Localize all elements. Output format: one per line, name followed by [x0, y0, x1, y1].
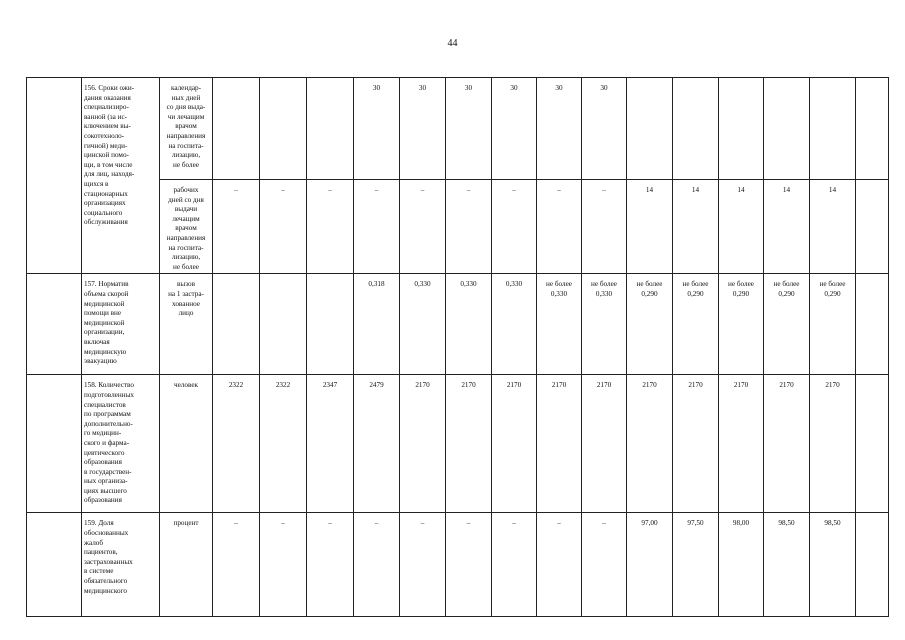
value-text: не более 0,290: [636, 280, 663, 298]
value-cell: [537, 78, 582, 180]
value-cell: [446, 274, 492, 375]
value-cell: [492, 180, 537, 274]
value-cell: [810, 180, 856, 274]
unit-cell: [160, 78, 213, 180]
value-text: 2170: [825, 381, 840, 390]
value-text: –: [512, 186, 516, 194]
value-cell: [627, 375, 673, 513]
value-text: 98,00: [732, 519, 750, 528]
indicator-name: 157. Норматив объема скорой медицинской помощи вне медицинской организации, включая медицинскую эвакуацию: [84, 280, 129, 366]
table-row: [27, 513, 889, 617]
indicator-name-cell: [82, 78, 160, 274]
unit-label: рабочих дней со дня выдачи лечащим врачом направления на госпита- лизацию, не более: [166, 186, 206, 271]
indicator-name: 159. Доля обоснованных жалоб пациентов, застрахованных в системе обязательного медицинского: [84, 519, 133, 595]
value-cell: [400, 180, 446, 274]
value-cell: [260, 180, 307, 274]
value-text: 14: [828, 186, 837, 194]
value-text: 2347: [322, 381, 338, 390]
value-text: –: [602, 186, 606, 194]
unit-label: человек: [173, 381, 199, 390]
indicator-name: 156. Сроки ожи- дания оказания специализиро- ванной (за ис- ключением вы- сокотехноло- гичной) меди- цинской помо- щи, в том числе для лиц, находя- щихся в стационарных организациях социального обслуживания: [84, 84, 135, 227]
value-cell: [307, 513, 354, 617]
value-cell: [213, 375, 260, 513]
page-number: 44: [447, 38, 458, 49]
value-cell: [810, 513, 856, 617]
unit-cell: [160, 180, 213, 274]
value-cell: [213, 180, 260, 274]
value-text: –: [512, 519, 516, 528]
value-cell: [260, 375, 307, 513]
table-row: [27, 375, 889, 513]
value-cell: [627, 78, 673, 180]
value-cell: [582, 180, 627, 274]
value-cell: [673, 274, 719, 375]
value-cell: [582, 78, 627, 180]
value-cell: [400, 513, 446, 617]
value-text: 0,330: [460, 280, 477, 289]
value-text: –: [374, 519, 379, 528]
unit-label: календар- ных дней со дня выда- чи лечащим врачом направления на госпита- лизацию, не более: [166, 84, 206, 169]
value-text: 30: [464, 84, 473, 92]
value-cell: [537, 180, 582, 274]
value-cell: [354, 180, 400, 274]
unit-cell: [160, 274, 213, 375]
value-cell: [400, 375, 446, 513]
value-cell: [627, 513, 673, 617]
value-cell: [537, 513, 582, 617]
indicator-name: 158. Количество подготовленных специалистов по программам дополнительно- го медицин- ского и фарма- цевтического образования в государствен- ных организа- циях высшего образования: [84, 381, 134, 505]
indicator-name-cell: [82, 375, 160, 513]
value-cell: [673, 180, 719, 274]
unit-label: вызов на 1 застра- хованное лицо: [168, 280, 204, 318]
value-text: –: [466, 186, 471, 194]
value-text: –: [420, 519, 425, 528]
value-text: –: [374, 186, 379, 194]
value-text: 0,330: [414, 280, 431, 289]
unit-cell: [160, 375, 213, 513]
value-cell: [307, 274, 354, 375]
row-lead-cell: [27, 78, 82, 274]
value-cell: [492, 375, 537, 513]
value-cell: [627, 274, 673, 375]
value-cell: [492, 513, 537, 617]
value-cell: [719, 375, 764, 513]
value-text: 2170: [596, 381, 612, 390]
value-text: 14: [737, 186, 745, 194]
value-cell: [307, 78, 354, 180]
value-cell: [856, 274, 889, 375]
value-text: 2322: [228, 381, 244, 390]
value-cell: [400, 274, 446, 375]
value-cell: [673, 78, 719, 180]
value-cell: [400, 78, 446, 180]
value-text: не более 0,330: [591, 280, 617, 298]
value-text: 2170: [415, 381, 430, 390]
value-text: –: [281, 519, 285, 528]
value-text: –: [234, 186, 238, 194]
value-cell: [627, 180, 673, 274]
value-text: 2170: [642, 381, 657, 390]
value-text: 0,330: [505, 280, 523, 289]
value-cell: [446, 180, 492, 274]
value-cell: [856, 78, 889, 180]
value-cell: [354, 78, 400, 180]
value-text: 14: [782, 186, 791, 194]
value-text: 30: [510, 84, 518, 92]
value-text: 30: [372, 84, 381, 92]
value-cell: [446, 513, 492, 617]
value-cell: [492, 274, 537, 375]
value-cell: [537, 375, 582, 513]
value-text: –: [328, 519, 332, 528]
row-lead-cell: [27, 375, 82, 513]
value-text: 30: [418, 84, 427, 92]
value-cell: [673, 375, 719, 513]
value-cell: [307, 180, 354, 274]
value-cell: [719, 274, 764, 375]
value-cell: [446, 78, 492, 180]
value-text: не более 0,290: [819, 280, 846, 298]
indicator-name-cell: [82, 513, 160, 617]
value-cell: [582, 375, 627, 513]
value-text: не более 0,330: [546, 280, 572, 298]
value-text: –: [557, 519, 561, 528]
value-text: 2170: [461, 381, 476, 390]
unit-cell: [160, 513, 213, 617]
value-cell: [582, 513, 627, 617]
row-lead-cell: [27, 274, 82, 375]
value-cell: [354, 274, 400, 375]
value-text: –: [466, 519, 471, 528]
value-text: –: [281, 186, 285, 194]
table-row: [27, 274, 889, 375]
value-text: –: [420, 186, 425, 194]
value-text: 14: [645, 186, 654, 194]
row-lead-cell: [27, 513, 82, 617]
value-text: –: [557, 186, 561, 194]
value-cell: [764, 180, 810, 274]
value-text: 2170: [506, 381, 522, 390]
value-text: 97,50: [687, 519, 704, 528]
value-text: 2170: [779, 381, 794, 390]
value-cell: [673, 513, 719, 617]
value-cell: [719, 180, 764, 274]
value-cell: [719, 78, 764, 180]
value-cell: [810, 274, 856, 375]
value-text: –: [602, 519, 606, 528]
value-cell: [354, 375, 400, 513]
value-text: 2322: [275, 381, 291, 390]
value-cell: [213, 513, 260, 617]
value-text: не более 0,290: [773, 280, 800, 298]
value-cell: [260, 274, 307, 375]
value-text: 2170: [688, 381, 703, 390]
value-cell: [260, 513, 307, 617]
value-text: 30: [555, 84, 563, 92]
value-cell: [260, 78, 307, 180]
value-cell: [764, 513, 810, 617]
value-text: 2479: [369, 381, 384, 390]
value-cell: [719, 513, 764, 617]
value-text: 30: [600, 84, 608, 92]
value-cell: [764, 78, 810, 180]
value-cell: [810, 78, 856, 180]
value-text: 97,00: [641, 519, 658, 528]
value-cell: [764, 274, 810, 375]
value-cell: [307, 375, 354, 513]
value-cell: [446, 375, 492, 513]
value-text: 2170: [733, 381, 749, 390]
value-cell: [856, 513, 889, 617]
value-cell: [213, 78, 260, 180]
value-cell: [856, 375, 889, 513]
value-cell: [856, 180, 889, 274]
value-text: 14: [691, 186, 700, 194]
indicator-name-cell: [82, 274, 160, 375]
value-text: –: [234, 519, 238, 528]
value-cell: [582, 274, 627, 375]
value-text: –: [328, 186, 332, 194]
value-cell: [764, 375, 810, 513]
value-cell: [213, 274, 260, 375]
value-cell: [354, 513, 400, 617]
table-row: [27, 78, 889, 180]
value-text: не более 0,290: [682, 280, 709, 298]
value-text: 98,50: [824, 519, 841, 528]
value-cell: [810, 375, 856, 513]
value-text: 2170: [551, 381, 567, 390]
value-text: не более 0,290: [728, 280, 754, 298]
value-cell: [492, 78, 537, 180]
value-cell: [537, 274, 582, 375]
value-text: 0,318: [368, 280, 385, 289]
value-text: 98,50: [778, 519, 795, 528]
unit-label: процент: [173, 519, 199, 528]
indicators-table: [26, 77, 889, 617]
